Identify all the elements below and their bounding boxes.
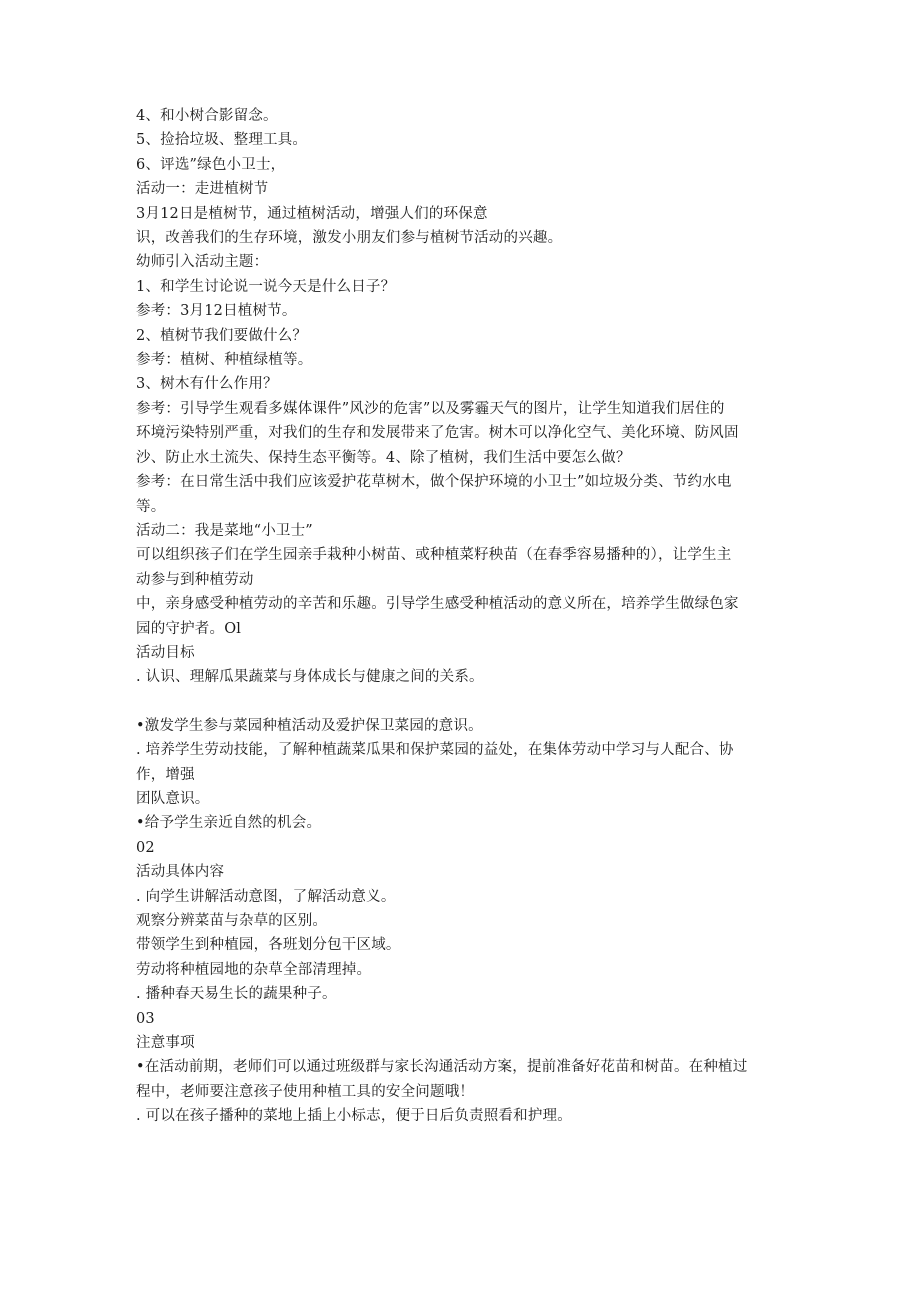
text-line: 园的守护者。Ol — [136, 620, 242, 637]
text-line: 1、和学生讨论说一说今天是什么日子？ — [136, 278, 396, 295]
text-line: 可以组织孩子们在学生园亲手栽种小树苗、或种植菜籽秧苗（在春季容易播种的），让学生主 — [136, 547, 732, 564]
text-line: 6、评选”绿色小卫士， — [136, 156, 286, 173]
text-line: •在活动前期，老师们可以通过班级群与家长沟通活动方案，提前准备好花苗和树苗。在种植过 — [136, 1059, 748, 1076]
section-heading: 注意事项 — [136, 1035, 195, 1052]
text-line: 观察分辨菜苗与杂草的区别。 — [136, 913, 328, 929]
text-line: 识，改善我们的生存环境，激发小朋友们参与植树节活动的兴趣。 — [136, 230, 563, 247]
text-line: 团队意识。 — [136, 790, 210, 807]
text-line: 程中，老师要注意孩子使用种植工具的安全问题哦！ — [136, 1083, 475, 1100]
text-line: 参考：在日常生活中我们应该爱护花草树木，做个保护环境的小卫士”如垃圾分类、节约水电 — [136, 474, 732, 491]
section-number: 02 — [136, 839, 155, 856]
text-line: 3月12日是植树节，通过植树活动，增强人们的环保意 — [136, 205, 488, 222]
text-line: . 认识、理解瓜果蔬菜与身体成长与健康之间的关系。 — [136, 669, 484, 686]
blank-line — [136, 690, 786, 714]
section-number: 03 — [136, 1010, 155, 1027]
section-heading: 活动一：走进植树节 — [136, 181, 269, 198]
text-line: 劳动将种植园地的杂草全部清理掉。 — [136, 961, 372, 978]
text-line: 等。 — [136, 498, 166, 515]
text-line: 作，增强 — [136, 766, 195, 783]
text-line: 动参与到种植劳动 — [136, 571, 254, 588]
text-line: 带领学生到种植园，各班划分包干区域。 — [136, 937, 401, 954]
text-line: 参考：植树、种植绿植等。 — [136, 352, 313, 369]
text-line: 中，亲身感受种植劳动的辛苦和乐趣。引导学生感受种植活动的意义所在，培养学生做绿色家 — [136, 596, 739, 613]
text-line: . 播种春天易生长的蔬果种子。 — [136, 986, 337, 1003]
text-line: 5、捡拾垃圾、整理工具。 — [136, 132, 308, 149]
text-line: . 向学生讲解活动意图，了解活动意义。 — [136, 888, 396, 905]
text-line: 参考：引导学生观看多媒体课件”风沙的危害”以及雾霾天气的图片，让学生知道我们居住的 — [136, 400, 725, 417]
text-line: 参考：3月12日植树节。 — [136, 303, 297, 320]
text-line: 沙、防止水土流失、保持生态平衡等。4、除了植树，我们生活中要怎么做？ — [136, 449, 631, 466]
text-line: 环境污染特别严重，对我们的生存和发展带来了危害。树木可以净化空气、美化环境、防风固 — [136, 425, 739, 442]
text-line: 3、树木有什么作用？ — [136, 376, 278, 393]
text-line: •给予学生亲近自然的机会。 — [136, 815, 322, 832]
text-line: 4、和小树合影留念。 — [136, 108, 278, 124]
text-line: 2、植树节我们要做什么？ — [136, 327, 308, 344]
text-line: . 可以在孩子播种的菜地上插上小标志，便于日后负责照看和护理。 — [136, 1108, 572, 1125]
section-heading: 活动二：我是菜地“小卫士” — [136, 522, 313, 539]
text-line: 幼师引入活动主题： — [136, 254, 269, 271]
section-heading: 活动目标 — [136, 644, 195, 661]
text-line: •激发学生参与菜园种植活动及爱护保卫菜园的意识。 — [136, 717, 483, 734]
document-body — [136, 104, 786, 1129]
section-heading: 活动具体内容 — [136, 864, 225, 881]
text-line: . 培养学生劳动技能，了解种植蔬菜瓜果和保护菜园的益处，在集体劳动中学习与人配合、协 — [136, 742, 734, 759]
